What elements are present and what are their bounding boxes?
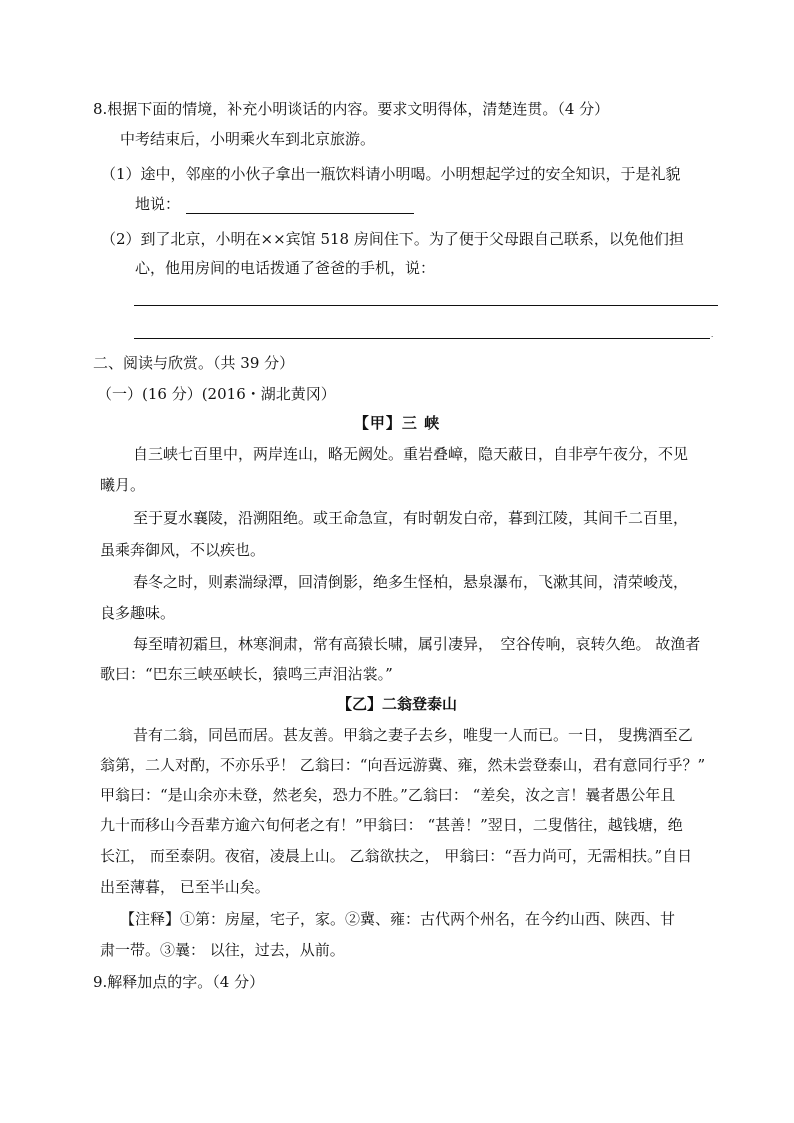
- passage-jia-heading: 【甲】三 峡: [353, 414, 441, 432]
- question-8-item-1-prompt: 地说：: [135, 195, 181, 213]
- question-8-item-2-line-1: （2）到了北京，小明在××宾馆 518 房间住下。为了便于父母跟自己联系，以免他们担: [101, 230, 684, 248]
- notes-line-1: [120, 909, 675, 929]
- passage-jia-line: 虽乘奔御风，不以疾也。: [100, 541, 266, 559]
- question-8-title: 8.根据下面的情境，补充小明谈话的内容。要求文明得体，清楚连贯。（4 分）: [93, 100, 610, 118]
- passage-jia-line: 曦月。: [100, 476, 146, 494]
- notes-text-1: ①第：房屋，宅子，家。②冀、雍：古代两个州名，在今约山西、陕西、甘: [180, 910, 676, 928]
- passage-yi-line: 出至薄暮， 已至半山矣。: [100, 878, 270, 896]
- passage-yi-line: 九十而移山今吾辈方逾六旬何老之有！”甲翁曰： “甚善！”翌日，二叟偕往，越钱塘，绝: [100, 816, 683, 834]
- subsection-1-title: （一）(16 分）(2016・湖北黄冈）: [97, 385, 336, 403]
- question-9-title: 9.解释加点的字。（4 分）: [93, 973, 265, 991]
- question-8-scenario: 中考结束后，小明乘火车到北京旅游。: [120, 130, 376, 148]
- passage-jia-line: 歌曰：“巴东三峡巫峡长，猿鸣三声泪沾裳。”: [100, 665, 393, 683]
- passage-yi-heading: 【乙】二翁登泰山: [336, 695, 457, 713]
- passage-yi-line: 昔有二翁，同邑而居。甚友善。甲翁之妻子去乡，唯叟一人而已。一日， 叟携酒至乙: [133, 726, 693, 744]
- passage-yi-line: 长江， 而至泰阴。夜宿，凌晨上山。 乙翁欲扶之， 甲翁曰：“吾力尚可，无需相扶。”自日: [100, 847, 693, 865]
- answer-line-2a[interactable]: [134, 305, 718, 306]
- passage-jia-line: 每至晴初霜旦，林寒涧肃，常有高猿长啸，属引凄异， 空谷传响，哀转久绝。 故渔者: [133, 635, 701, 653]
- question-8-item-1-line-1: （1）途中，邻座的小伙子拿出一瓶饮料请小明喝。小明想起学过的安全知识，于是礼貌: [101, 165, 681, 183]
- answer-line-2b[interactable]: [134, 338, 710, 339]
- passage-jia-line: 春冬之时，则素湍绿潭，回清倒影，绝多生怪柏，悬泉瀑布，飞漱其间，清荣峻茂，: [133, 573, 689, 591]
- passage-jia-line: 至于夏水襄陵，沿溯阻绝。或王命急宣，有时朝发白帝，暮到江陵，其间千二百里，: [133, 509, 689, 527]
- question-8-item-2-line-2: 心，他用房间的电话拨通了爸爸的手机，说：: [135, 259, 436, 277]
- notes-line-2: 肃一带。③曩： 以往，过去，从前。: [100, 941, 345, 959]
- answer-blank-1[interactable]: [186, 195, 414, 214]
- stray-mark: .: [711, 331, 714, 339]
- question-8-item-1-line-2: [135, 194, 414, 214]
- passage-yi-line: 翁第，二人对酌，不亦乐乎！ 乙翁曰：“向吾远游冀、雍，然未尝登泰山，君有意同行乎？”: [100, 756, 706, 774]
- passage-jia-line: 自三峡七百里中，两岸连山，略无阙处。重岩叠嶂，隐天蔽日，自非亭午夜分，不见: [133, 445, 689, 463]
- section-2-title: 二、阅读与欣赏。（共 39 分）: [93, 354, 295, 372]
- passage-yi-line: 甲翁曰：“是山余亦未登，然老矣，恐力不胜。”乙翁曰： “差矣，汝之言！曩者愚公年且: [100, 786, 676, 804]
- notes-label: 【注释】: [120, 910, 181, 928]
- passage-jia-line: 良多趣味。: [100, 604, 176, 622]
